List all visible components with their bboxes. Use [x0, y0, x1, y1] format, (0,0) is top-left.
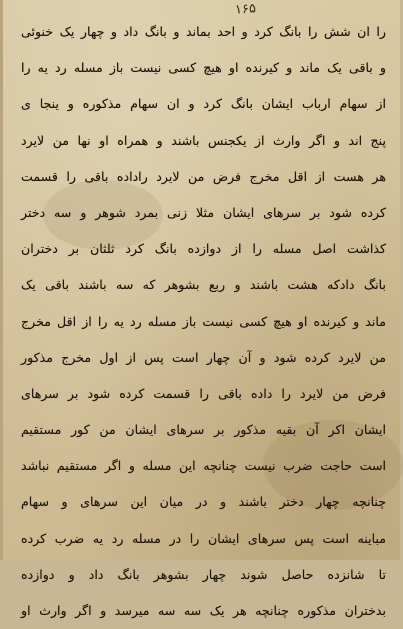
text-line: است حاجت ضرب نیست چنانچه این مسله و اگر مستقیم نباشد — [21, 458, 386, 474]
text-line: و باقی یک ماند و کیرنده او هیچ کسی نیست باز مسله رد یه را — [21, 60, 386, 76]
text-line: بدختران مذکوره چنانچه هر یک سه سه میرسد و اگر وارث او — [21, 603, 386, 618]
text-line: هر هست از اقل مخرج فرض من لایرد راداده باقی را قسمت — [21, 168, 386, 184]
text-line: من لایرد کرده شود و آن چهار است پس از اول مخرج مذکور — [21, 349, 386, 365]
text-line: ماند و کیرنده او هیچ کسی نیست باز مسله رد یه را از اقل مخرج — [21, 313, 386, 329]
text-line: از سهام ارباب ایشان بانگ کرد و ان سهام مذکوره و ینجا ی — [21, 96, 386, 112]
folio-number: ۱۶۵ — [234, 1, 257, 18]
manuscript-text — [21, 14, 386, 629]
text-line: کذاشت اصل مسله را از دوازده بانگ کرد ثلثان بر دختران — [21, 241, 386, 257]
text-line: پنج اند و اگر وارث از یکجنس باشند و همراه او نها من لایرد — [21, 132, 386, 148]
text-line: ایشان اکر آن بقیه مذکور بر سرهای ایشان من کور مستقیم — [21, 422, 386, 438]
text-line: کرده شود بر سرهای ایشان مثلا زنی بمرد شوهر و سه دختر — [21, 204, 386, 220]
text-line: چنانچه چهار دختر باشند و در میان این سرهای و سهام — [21, 494, 386, 510]
text-line: تا شانزده حاصل شوند چهار بشوهر بانگ داد و دوازده — [21, 566, 386, 582]
text-line: فرض من لایرد را داده باقی را قسمت کرده شود بر سرهای — [21, 385, 386, 401]
text-line: بانگ دادکه هشت باشند و ربع بشوهر که سه باشند باقی یک — [21, 277, 386, 293]
text-line: مباینه است پس سرهای ایشان را در مسله رد یه ضرب کرده — [21, 530, 386, 546]
text-line: را ان شش را بانگ کرد و احد بماند و بانگ داد و چهار یک خنوئی — [21, 24, 386, 39]
